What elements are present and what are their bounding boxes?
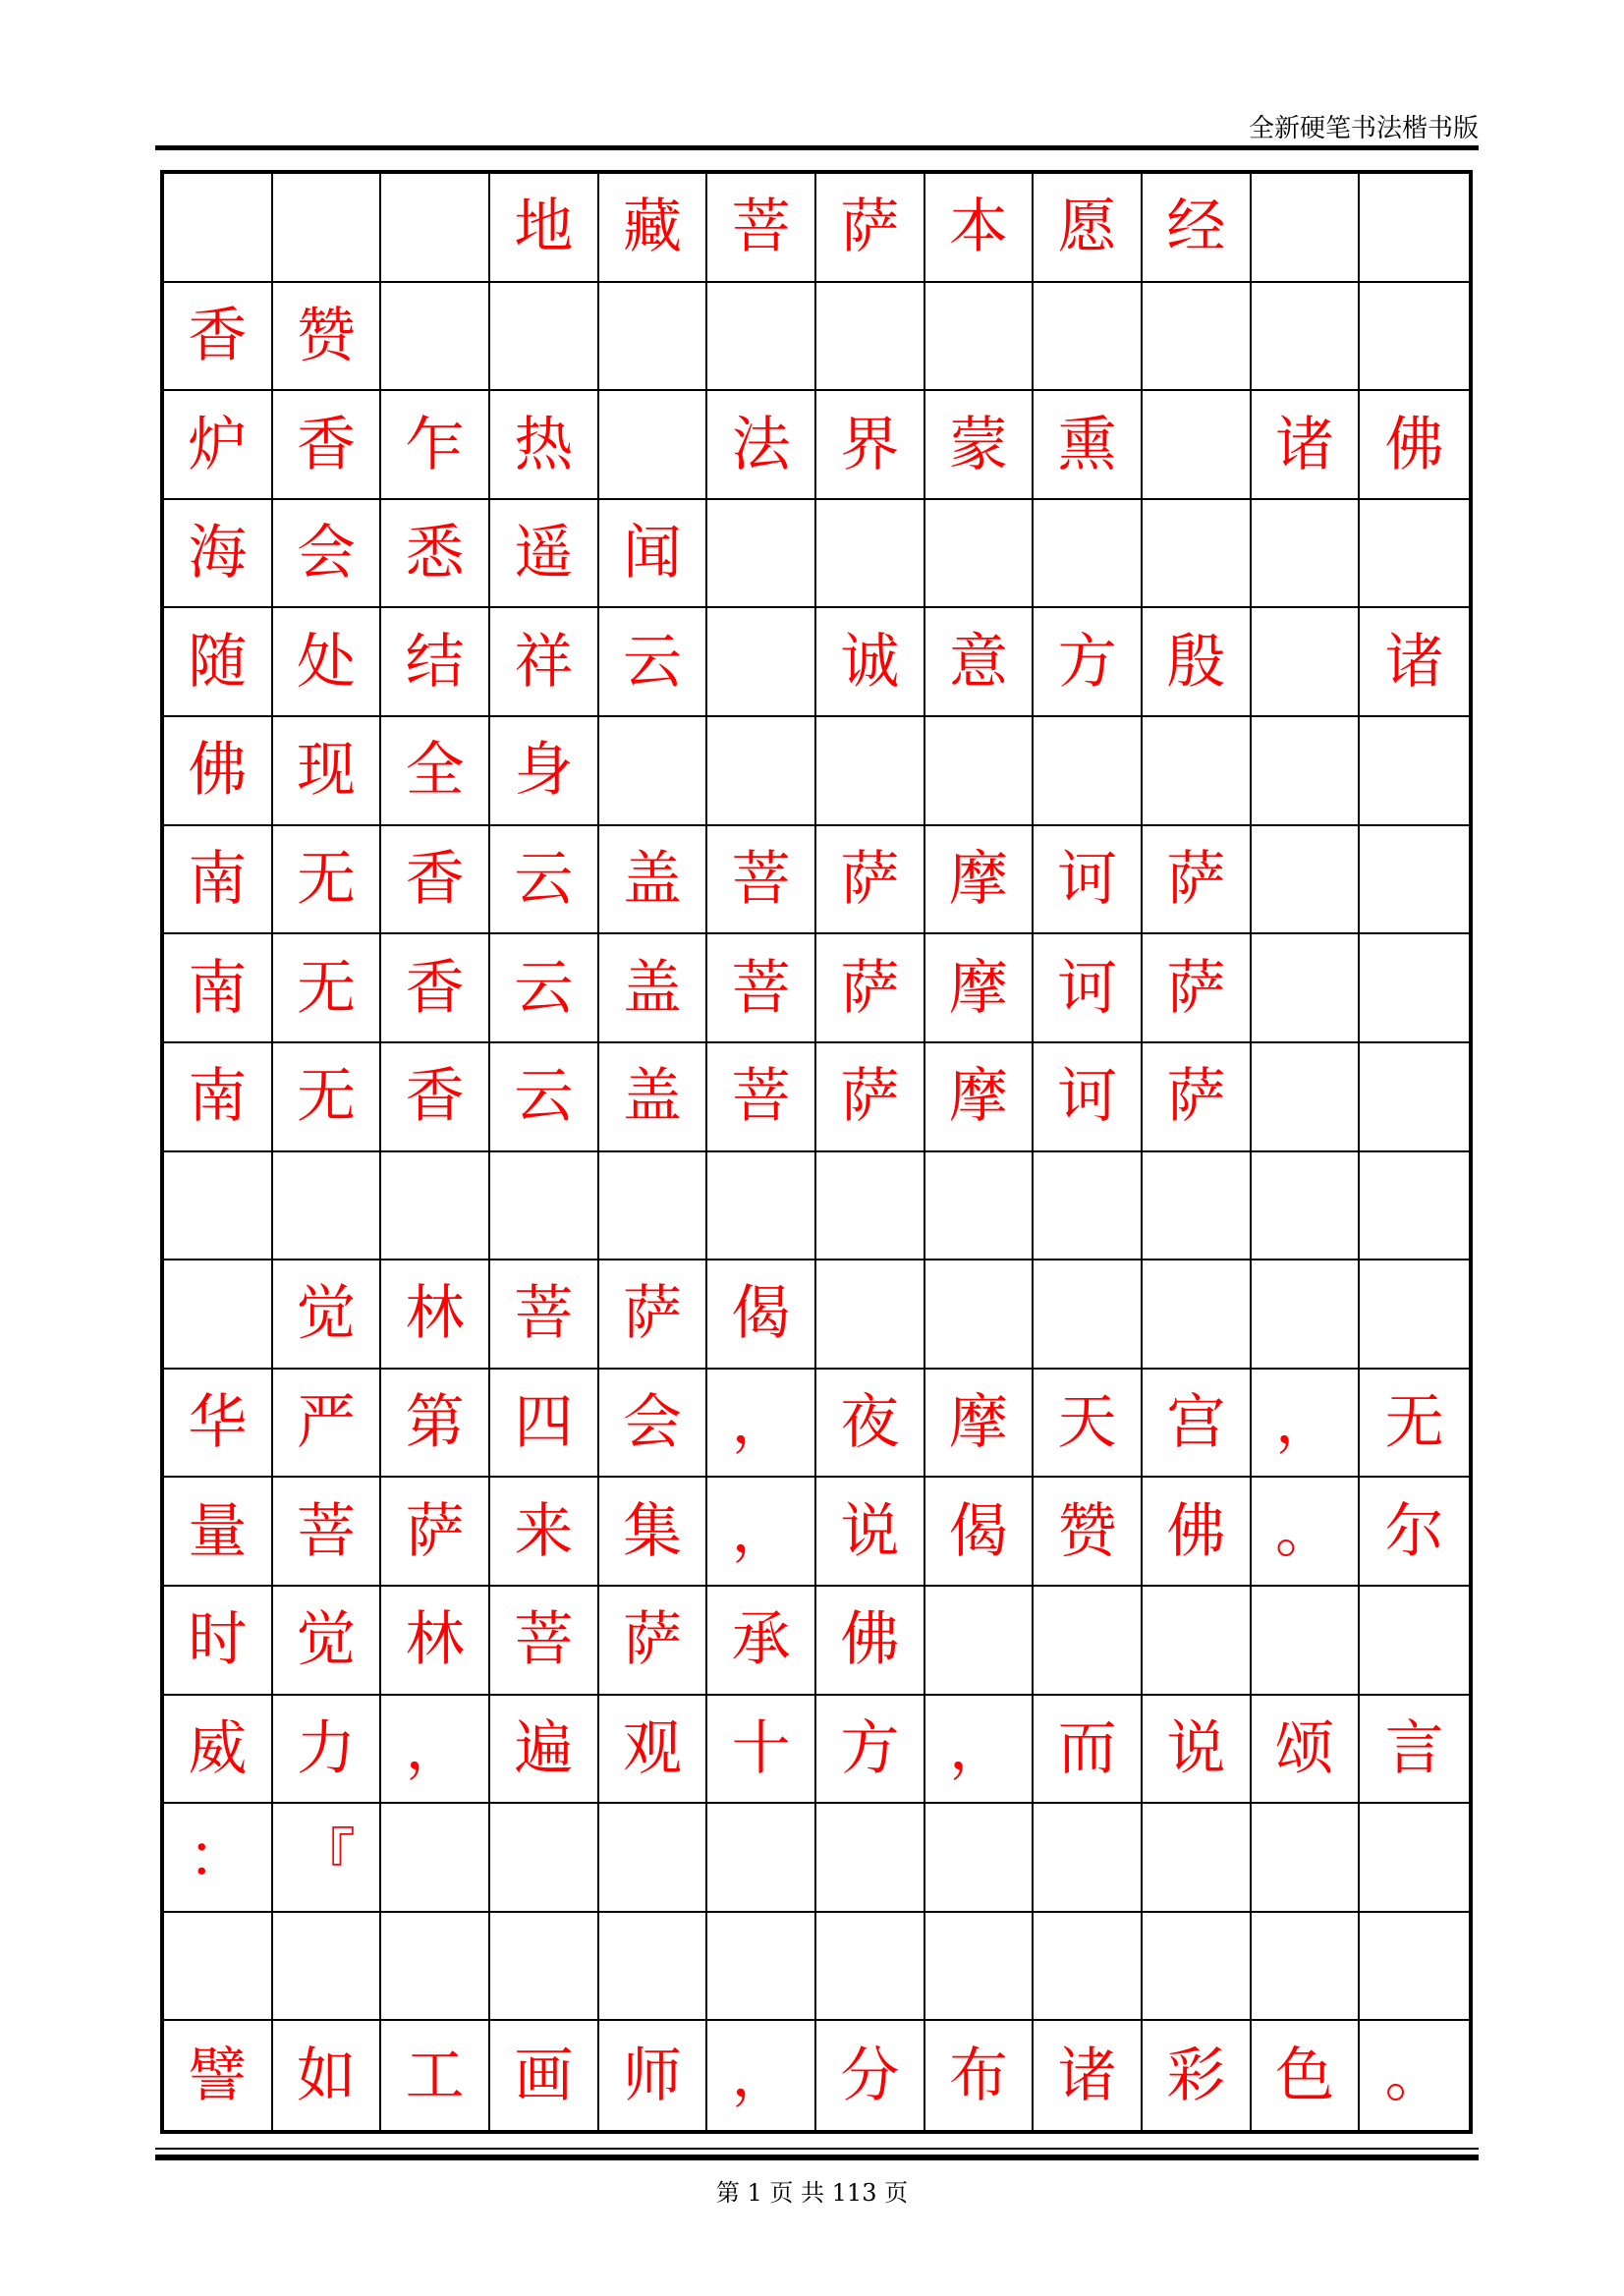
grid-cell: 会	[599, 1370, 708, 1479]
grid-cell: 林	[381, 1260, 490, 1370]
grid-cell: 经	[1143, 174, 1252, 283]
grid-cell: ，	[707, 1478, 816, 1587]
grid-cell	[164, 1152, 273, 1261]
grid-cell	[707, 1152, 816, 1261]
grid-cell: 身	[490, 717, 599, 826]
grid-cell: 方	[816, 1696, 925, 1805]
grid-cell: 工	[381, 2021, 490, 2130]
grid-cell	[707, 1804, 816, 1913]
grid-cell	[273, 1913, 382, 2022]
grid-cell: 本	[925, 174, 1035, 283]
grid-cell: 香	[381, 1043, 490, 1152]
grid-cell	[1143, 283, 1252, 392]
grid-cell	[1034, 1804, 1143, 1913]
grid-cell	[599, 1913, 708, 2022]
grid-cell: 盖	[599, 934, 708, 1043]
grid-cell: 尔	[1360, 1478, 1469, 1587]
grid-cell: 如	[273, 2021, 382, 2130]
grid-cell: 萨	[1143, 1043, 1252, 1152]
grid-cell	[925, 1152, 1035, 1261]
grid-cell	[164, 174, 273, 283]
grid-cell: 菩	[707, 174, 816, 283]
grid-cell: 『	[273, 1804, 382, 1913]
grid-cell	[816, 283, 925, 392]
grid-cell: 量	[164, 1478, 273, 1587]
grid-cell	[707, 608, 816, 717]
grid-cell: 无	[1360, 1370, 1469, 1479]
grid-cell	[599, 717, 708, 826]
grid-cell	[273, 1152, 382, 1261]
grid-cell: 菩	[707, 826, 816, 935]
grid-cell: 画	[490, 2021, 599, 2130]
grid-cell	[1252, 500, 1361, 609]
grid-cell: 摩	[925, 826, 1035, 935]
grid-cell: 第	[381, 1370, 490, 1479]
grid-cell	[1143, 1913, 1252, 2022]
grid-cell: 云	[490, 826, 599, 935]
grid-cell: 乍	[381, 391, 490, 500]
grid-cell	[816, 1152, 925, 1261]
grid-cell	[273, 174, 382, 283]
header-rule	[155, 145, 1479, 150]
grid-cell	[490, 283, 599, 392]
grid-cell: 南	[164, 934, 273, 1043]
grid-cell: ：	[164, 1804, 273, 1913]
grid-cell: 盖	[599, 1043, 708, 1152]
grid-cell: 四	[490, 1370, 599, 1479]
grid-cell	[1360, 500, 1469, 609]
grid-cell: 香	[273, 391, 382, 500]
grid-cell: 萨	[816, 934, 925, 1043]
page-number-footer: 第 1 页 共 113 页	[715, 2179, 909, 2207]
grid-cell: 来	[490, 1478, 599, 1587]
grid-cell: 菩	[273, 1478, 382, 1587]
grid-cell: ，	[925, 1696, 1035, 1805]
grid-cell	[1034, 1260, 1143, 1370]
grid-cell	[1252, 1152, 1361, 1261]
grid-cell: 林	[381, 1587, 490, 1696]
grid-cell: 摩	[925, 1043, 1035, 1152]
grid-cell	[599, 1804, 708, 1913]
grid-cell: 言	[1360, 1696, 1469, 1805]
grid-cell: 力	[273, 1696, 382, 1805]
grid-cell	[1360, 174, 1469, 283]
grid-cell	[1034, 283, 1143, 392]
grid-cell: 祥	[490, 608, 599, 717]
grid-cell	[707, 717, 816, 826]
grid-cell	[707, 283, 816, 392]
grid-cell	[381, 1804, 490, 1913]
grid-cell: 云	[490, 1043, 599, 1152]
grid-cell: 菩	[707, 1043, 816, 1152]
grid-cell: 威	[164, 1696, 273, 1805]
grid-cell	[925, 1913, 1035, 2022]
grid-cell: 佛	[1360, 391, 1469, 500]
grid-cell	[1034, 1152, 1143, 1261]
grid-cell	[925, 283, 1035, 392]
grid-cell	[1143, 1260, 1252, 1370]
grid-cell: ，	[707, 1370, 816, 1479]
grid-cell: 说	[816, 1478, 925, 1587]
grid-cell	[1252, 608, 1361, 717]
grid-cell: 藏	[599, 174, 708, 283]
grid-cell	[1360, 826, 1469, 935]
grid-cell: 随	[164, 608, 273, 717]
grid-cell	[599, 283, 708, 392]
grid-cell: 殷	[1143, 608, 1252, 717]
grid-cell	[816, 1260, 925, 1370]
grid-cell: 闻	[599, 500, 708, 609]
grid-cell	[816, 1804, 925, 1913]
grid-cell	[816, 1913, 925, 2022]
grid-cell: 天	[1034, 1370, 1143, 1479]
grid-cell: 。	[1252, 1478, 1361, 1587]
grid-cell: 无	[273, 1043, 382, 1152]
grid-cell	[381, 283, 490, 392]
footer-rule-thick	[155, 2155, 1479, 2160]
grid-cell	[816, 717, 925, 826]
grid-cell: 盖	[599, 826, 708, 935]
grid-cell: 萨	[816, 826, 925, 935]
grid-cell	[1034, 500, 1143, 609]
grid-cell: 佛	[816, 1587, 925, 1696]
grid-cell	[1360, 1587, 1469, 1696]
grid-cell	[925, 1587, 1035, 1696]
grid-cell	[1143, 1152, 1252, 1261]
grid-cell: 承	[707, 1587, 816, 1696]
grid-cell: 遍	[490, 1696, 599, 1805]
grid-cell	[707, 1913, 816, 2022]
grid-cell: 严	[273, 1370, 382, 1479]
grid-cell: 结	[381, 608, 490, 717]
grid-cell: 方	[1034, 608, 1143, 717]
grid-cell	[1360, 717, 1469, 826]
grid-cell: 夜	[816, 1370, 925, 1479]
grid-cell	[599, 1152, 708, 1261]
grid-cell: 无	[273, 934, 382, 1043]
grid-cell: 萨	[816, 1043, 925, 1152]
grid-cell: 十	[707, 1696, 816, 1805]
grid-cell: 法	[707, 391, 816, 500]
grid-cell: 赞	[273, 283, 382, 392]
grid-cell: 会	[273, 500, 382, 609]
grid-cell	[1252, 1043, 1361, 1152]
grid-cell: 无	[273, 826, 382, 935]
grid-cell	[490, 1804, 599, 1913]
grid-cell: 譬	[164, 2021, 273, 2130]
grid-cell	[599, 391, 708, 500]
grid-cell	[925, 1260, 1035, 1370]
grid-cell: 布	[925, 2021, 1035, 2130]
grid-cell	[381, 1913, 490, 2022]
grid-cell: 萨	[816, 174, 925, 283]
grid-cell: 悉	[381, 500, 490, 609]
grid-cell: 遥	[490, 500, 599, 609]
grid-cell: 觉	[273, 1587, 382, 1696]
grid-cell	[1360, 1913, 1469, 2022]
grid-cell: 蒙	[925, 391, 1035, 500]
grid-cell: 萨	[599, 1260, 708, 1370]
grid-cell	[1143, 500, 1252, 609]
grid-cell: 菩	[707, 934, 816, 1043]
grid-cell: 处	[273, 608, 382, 717]
grid-cell	[1143, 391, 1252, 500]
grid-cell: 南	[164, 826, 273, 935]
grid-cell	[1360, 1043, 1469, 1152]
grid-cell: 香	[381, 826, 490, 935]
grid-cell	[1360, 283, 1469, 392]
calligraphy-grid	[160, 170, 1473, 2134]
grid-cell: 诃	[1034, 826, 1143, 935]
grid-cell: 诸	[1252, 391, 1361, 500]
grid-cell: 热	[490, 391, 599, 500]
grid-cell: 愿	[1034, 174, 1143, 283]
grid-cell: 云	[599, 608, 708, 717]
grid-cell	[925, 1804, 1035, 1913]
grid-cell	[490, 1152, 599, 1261]
grid-cell	[1034, 1587, 1143, 1696]
grid-cell: 界	[816, 391, 925, 500]
grid-cell	[1360, 1804, 1469, 1913]
grid-cell: ，	[381, 1696, 490, 1805]
grid-cell	[164, 1913, 273, 2022]
grid-cell: 诃	[1034, 934, 1143, 1043]
grid-cell: 香	[381, 934, 490, 1043]
grid-cell: 摩	[925, 1370, 1035, 1479]
grid-cell: 诃	[1034, 1043, 1143, 1152]
grid-cell	[1360, 1152, 1469, 1261]
grid-cell: 集	[599, 1478, 708, 1587]
grid-cell: 师	[599, 2021, 708, 2130]
grid-cell	[490, 1913, 599, 2022]
grid-cell	[707, 500, 816, 609]
grid-cell: 意	[925, 608, 1035, 717]
grid-cell: 熏	[1034, 391, 1143, 500]
grid-cell	[1034, 717, 1143, 826]
grid-cell: 观	[599, 1696, 708, 1805]
footer-rule-thin	[155, 2148, 1479, 2150]
grid-cell: 华	[164, 1370, 273, 1479]
grid-cell	[1143, 1587, 1252, 1696]
grid-cell	[1360, 934, 1469, 1043]
grid-cell: 时	[164, 1587, 273, 1696]
grid-cell: 分	[816, 2021, 925, 2130]
grid-cell: 全	[381, 717, 490, 826]
page-header-title: 全新硬笔书法楷书版	[1248, 114, 1479, 143]
grid-cell: 云	[490, 934, 599, 1043]
grid-cell	[381, 174, 490, 283]
grid-cell: 香	[164, 283, 273, 392]
grid-cell: 宫	[1143, 1370, 1252, 1479]
grid-cell: 诸	[1360, 608, 1469, 717]
grid-cell: 赞	[1034, 1478, 1143, 1587]
grid-cell: 。	[1384, 2041, 1444, 2110]
grid-cell: 萨	[599, 1587, 708, 1696]
grid-cell	[1252, 1260, 1361, 1370]
grid-cell: 觉	[273, 1260, 382, 1370]
grid-cell: 萨	[1143, 826, 1252, 935]
grid-cell	[816, 500, 925, 609]
grid-cell	[1252, 1587, 1361, 1696]
grid-cell: 佛	[1143, 1478, 1252, 1587]
grid-cell: 南	[164, 1043, 273, 1152]
grid-cell: 佛	[164, 717, 273, 826]
grid-cell: 萨	[381, 1478, 490, 1587]
grid-cell	[1143, 717, 1252, 826]
grid-cell: 说	[1143, 1696, 1252, 1805]
grid-cell: 而	[1034, 1696, 1143, 1805]
grid-cell	[1360, 1260, 1469, 1370]
grid-cell: 诸	[1034, 2021, 1143, 2130]
grid-cell	[1034, 1913, 1143, 2022]
grid-cell: 摩	[925, 934, 1035, 1043]
grid-cell: 地	[490, 174, 599, 283]
grid-cell: 颂	[1252, 1696, 1361, 1805]
grid-cell: ，	[1252, 1370, 1361, 1479]
grid-cell	[1252, 934, 1361, 1043]
grid-cell: 海	[164, 500, 273, 609]
grid-cell: 彩	[1143, 2021, 1252, 2130]
grid-cell: 菩	[490, 1587, 599, 1696]
grid-cell: 色	[1252, 2021, 1361, 2130]
grid-cell	[925, 500, 1035, 609]
grid-cell	[1252, 174, 1361, 283]
grid-cell	[925, 717, 1035, 826]
grid-cell	[164, 1260, 273, 1370]
grid-cell: 现	[273, 717, 382, 826]
grid-cell	[1252, 283, 1361, 392]
grid-cell	[381, 1152, 490, 1261]
grid-cell: 炉	[164, 391, 273, 500]
grid-cell: 萨	[1143, 934, 1252, 1043]
grid-cell: 诚	[816, 608, 925, 717]
grid-cell: 偈	[925, 1478, 1035, 1587]
grid-cell	[1252, 826, 1361, 935]
grid-cell: 菩	[490, 1260, 599, 1370]
grid-cell	[1252, 1913, 1361, 2022]
grid-cell	[1252, 717, 1361, 826]
grid-cell: 偈	[707, 1260, 816, 1370]
grid-cell	[1143, 1804, 1252, 1913]
grid-cell: ，	[707, 2021, 816, 2130]
grid-cell	[1252, 1804, 1361, 1913]
